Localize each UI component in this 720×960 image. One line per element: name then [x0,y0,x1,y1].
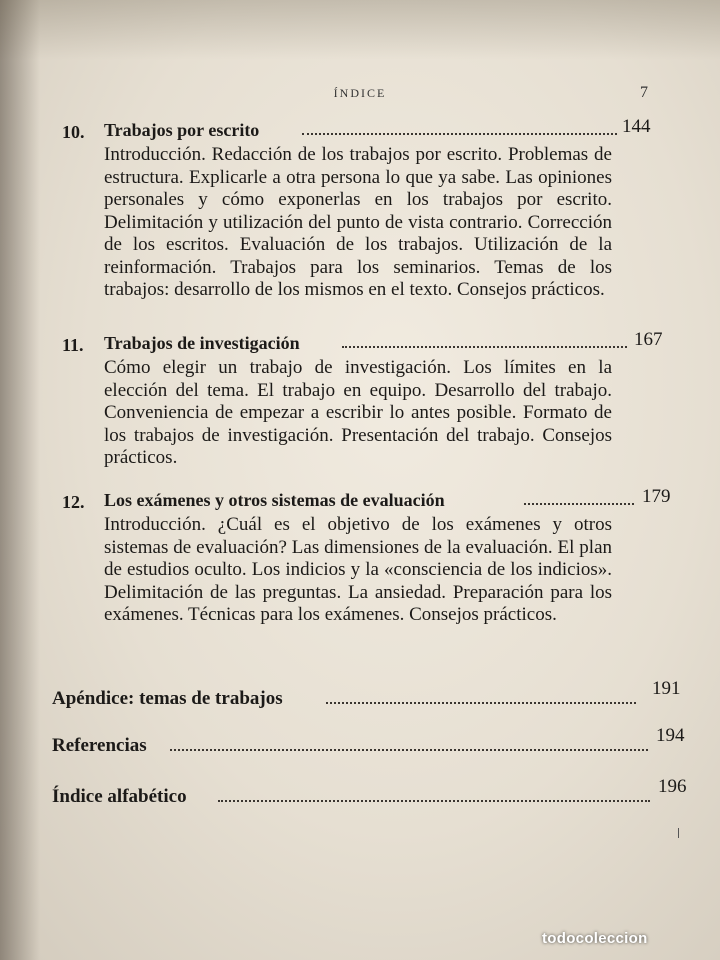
leader-dots [326,702,636,704]
leader-dots [342,346,627,348]
chapter-description: Introducción. Redacción de los trabajos por escrito. Problemas de estructura. Explicarle a otra persona lo que ya sabe. Las opiniones personales y cómo exponerlas en los trabajos por escrito. Delimitación y utilización del punto de vista contrario. Corrección de los escritos. Evaluación de los trabajos. Utilización de la reinformación. Trabajos para los seminarios. Temas de los trabajos: desarrollo de los mismos en el texto. Consejos prácticos. [104,144,612,300]
toc-entry-heading [62,486,671,516]
toc-references-entry [52,725,692,761]
watermark: todocoleccion [542,930,648,947]
chapter-number: 11. [62,335,84,355]
chapter-number: 10. [62,122,85,142]
toc-entry-heading [62,329,663,359]
toc-appendix-entry [52,678,692,714]
chapter-page: 144 [622,116,651,137]
references-title: Referencias [52,735,147,756]
chapter-description: Introducción. ¿Cuál es el objetivo de los exámenes y otros sistemas de evaluación? Las dimensiones de la evaluación. El plan de estudios oculto. Los indicios y la «consciencia de los indicios». Delimitación de las preguntas. La ansiedad. Preparación para los exámenes. Técnicas para los exámenes. Consejos prácticos. [104,514,612,625]
chapter-title: Trabajos por escrito [104,120,260,140]
toc-index-entry [52,776,692,812]
appendix-page: 191 [652,678,681,699]
chapter-title: Trabajos de investigación [104,333,300,353]
leader-dots [524,503,634,505]
toc-entry-11 [62,329,663,470]
leader-dots [218,800,650,802]
toc-entry-10 [62,116,662,302]
appendix-title: Apéndice: temas de trabajos [52,688,283,709]
leader-dots [302,133,617,135]
toc-entry-heading [62,116,662,146]
page-mark [678,828,679,838]
chapter-description: Cómo elegir un trabajo de investigación. Los límites en la elección del tema. El trabajo en equipo. Desarrollo del trabajo. Conveniencia de empezar a escribir lo antes posible. Formato de los trabajos de investigación. Presentación del trabajo. Consejos prácticos. [104,357,612,468]
index-page: 196 [658,776,687,797]
running-header-title: ÍNDICE [333,86,387,100]
chapter-number: 12. [62,492,85,512]
index-title: Índice alfabético [52,786,187,807]
leader-dots [170,749,648,751]
chapter-title: Los exámenes y otros sistemas de evaluación [104,490,445,510]
running-header-page-number: 7 [640,84,648,101]
chapter-page: 179 [642,486,671,507]
references-page: 194 [656,725,685,746]
chapter-page: 167 [634,329,663,350]
toc-entry-12 [62,486,671,627]
